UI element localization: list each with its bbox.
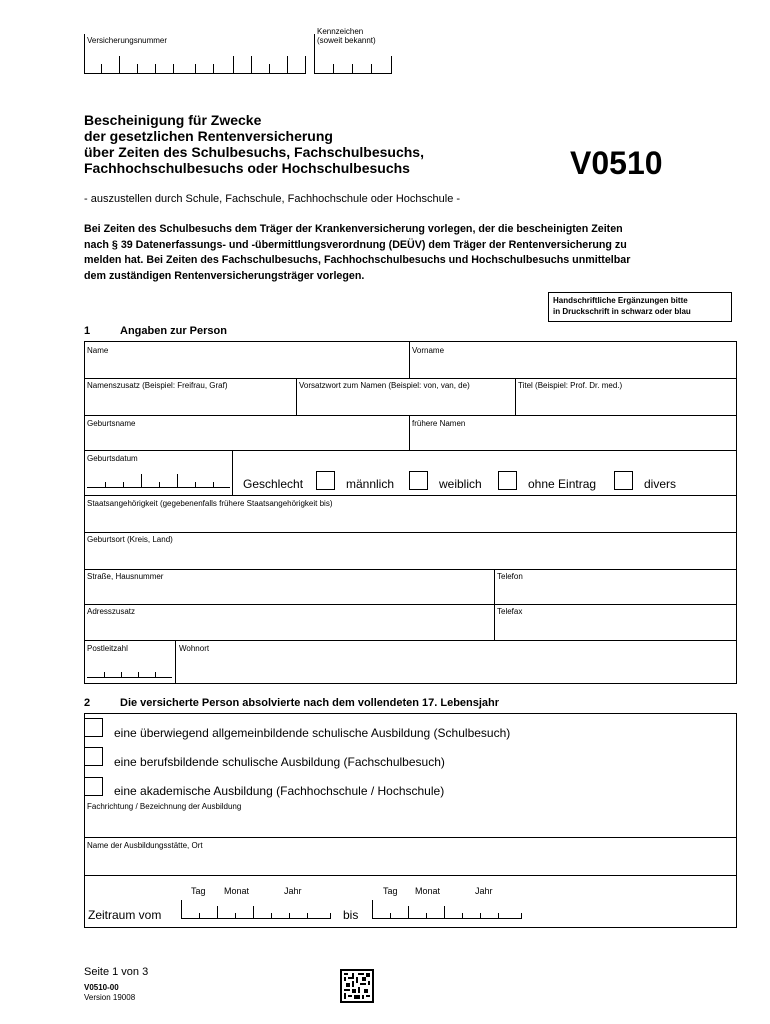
hochschule-label: eine akademische Ausbildung (Fachhochschule / Hochschule)	[114, 784, 445, 798]
form-version: Version 19008	[84, 993, 136, 1002]
vorsatzwort-field[interactable]: Vorsatzwort zum Namen (Beispiel: von, van, de)	[299, 381, 470, 390]
section1-number: 1	[84, 325, 91, 337]
telefax-field[interactable]: Telefax	[497, 607, 523, 616]
fachschulbesuch-label: eine berufsbildende schulische Ausbildung (Fachschulbesuch)	[114, 755, 445, 769]
zeitraum-vom-label: Zeitraum vom	[88, 908, 162, 922]
divers-label: divers	[644, 477, 677, 491]
from-monat-label: Monat	[224, 886, 250, 896]
code-label-line1: Kennzeichen	[317, 27, 364, 36]
from-jahr-label: Jahr	[284, 886, 302, 896]
barcode-icon	[340, 969, 374, 1003]
maennlich-checkbox[interactable]	[316, 471, 335, 490]
fachschulbesuch-checkbox[interactable]	[84, 747, 103, 766]
handwriting-note-line2: in Druckschrift in schwarz oder blau	[553, 307, 691, 316]
instructions-line4: dem zuständigen Rentenversicherungsträger vorlegen.	[84, 269, 365, 282]
weiblich-label: weiblich	[439, 477, 482, 491]
geburtsort-field[interactable]: Geburtsort (Kreis, Land)	[87, 535, 173, 544]
divers-checkbox[interactable]	[614, 471, 633, 490]
insurance-number-label: Versicherungsnummer	[87, 36, 168, 45]
code-label-line2: (soweit bekannt)	[317, 36, 376, 45]
schulbesuch-label: eine überwiegend allgemeinbildende schulische Ausbildung (Schulbesuch)	[114, 726, 511, 740]
instructions-line3: melden hat. Bei Zeiten des Fachschulbesuchs, Fachhochschulbesuchs und Hochschulbesuchs unmittelbar	[84, 254, 631, 266]
hochschule-checkbox[interactable]	[84, 777, 103, 796]
form-id: V0510-00	[84, 983, 119, 992]
namenszusatz-field[interactable]: Namenszusatz (Beispiel: Freifrau, Graf)	[87, 381, 228, 390]
section1-table	[84, 341, 737, 684]
section1-title: Angaben zur Person	[120, 325, 227, 337]
title-line1: Bescheinigung für Zwecke	[84, 112, 262, 128]
vorname-field[interactable]: Vorname	[412, 346, 445, 355]
page-number: Seite 1 von 3	[84, 966, 149, 978]
form-title	[84, 112, 424, 176]
bis-label: bis	[343, 908, 359, 922]
form-subtitle: - auszustellen durch Schule, Fachschule, Fachhochschule oder Hochschule -	[84, 193, 461, 205]
ohne-eintrag-checkbox[interactable]	[498, 471, 517, 490]
form-code: V0510	[570, 145, 663, 181]
geschlecht-label: Geschlecht	[243, 477, 304, 491]
name-field[interactable]: Name	[87, 346, 109, 355]
schulbesuch-checkbox[interactable]	[84, 718, 103, 737]
to-monat-label: Monat	[415, 886, 441, 896]
staatsangehoerigkeit-field[interactable]: Staatsangehörigkeit (gegebenenfalls frühere Staatsangehörigkeit bis)	[87, 499, 333, 508]
instructions-line1: Bei Zeiten des Schulbesuchs dem Träger der Krankenversicherung vorlegen, der die bescheinigten Zeiten	[84, 223, 623, 235]
fruehere-namen-field[interactable]: frühere Namen	[412, 419, 466, 428]
telefon-field[interactable]: Telefon	[497, 572, 523, 581]
title-line3: über Zeiten des Schulbesuchs, Fachschulbesuchs,	[84, 144, 424, 160]
geburtsname-field[interactable]: Geburtsname	[87, 419, 136, 428]
adresszusatz-field[interactable]: Adresszusatz	[87, 607, 136, 616]
section2-number: 2	[84, 697, 91, 709]
handwriting-note	[548, 292, 732, 322]
handwriting-note-line1: Handschriftliche Ergänzungen bitte	[553, 296, 688, 305]
wohnort-field[interactable]: Wohnort	[179, 644, 210, 653]
maennlich-label: männlich	[346, 477, 395, 491]
titel-field[interactable]: Titel (Beispiel: Prof. Dr. med.)	[518, 381, 623, 390]
postleitzahl-field[interactable]: Postleitzahl	[87, 644, 128, 653]
strasse-field[interactable]: Straße, Hausnummer	[87, 572, 164, 581]
weiblich-checkbox[interactable]	[409, 471, 428, 490]
section2-table	[84, 713, 737, 928]
title-line2: der gesetzlichen Rentenversicherung	[84, 128, 333, 144]
instructions-line2: nach § 39 Datenerfassungs- und -übermittlungsverordnung (DEÜV) dem Träger der Rentenversicherung zu	[84, 238, 627, 251]
section2-title: Die versicherte Person absolvierte nach dem vollendeten 17. Lebensjahr	[120, 697, 500, 709]
ohne-eintrag-label: ohne Eintrag	[528, 477, 597, 491]
to-tag-label: Tag	[383, 886, 398, 896]
instructions	[84, 222, 630, 284]
to-jahr-label: Jahr	[475, 886, 493, 896]
title-line4: Fachhochschulbesuchs oder Hochschulbesuchs	[84, 160, 410, 176]
from-tag-label: Tag	[191, 886, 206, 896]
geburtsdatum-field[interactable]: Geburtsdatum	[87, 454, 138, 463]
ausbildungsstaette-field[interactable]: Name der Ausbildungsstätte, Ort	[87, 841, 203, 850]
fachrichtung-field[interactable]: Fachrichtung / Bezeichnung der Ausbildung	[87, 802, 242, 811]
